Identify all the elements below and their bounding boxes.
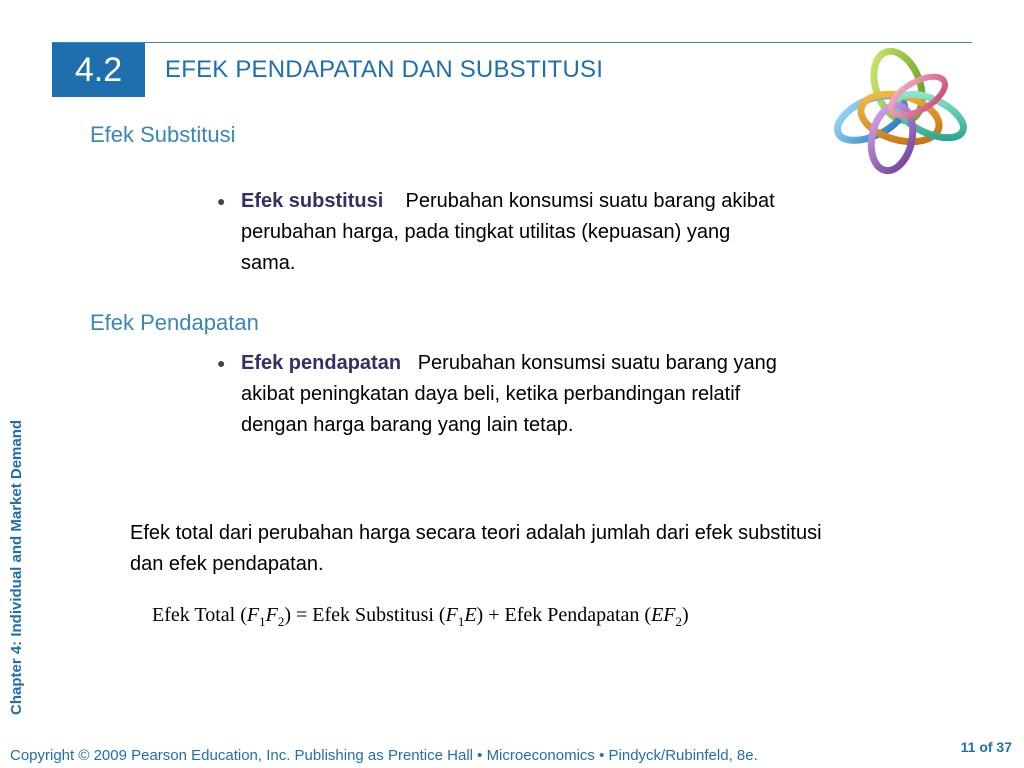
chapter-side-label: Chapter 4: Individual and Market Demand <box>8 419 25 715</box>
copyright-footer: Copyright © 2009 Pearson Education, Inc. Publishing as Prentice Hall • Microeconomics • Pindyck/Rubinfeld, 8e. <box>10 747 758 764</box>
definition-substitution-effect: Perubahan konsumsi suatu barang akibat perubahan harga, pada tingkat utilitas (kepuasan) yang sama. <box>241 190 775 274</box>
bullet-dot-icon: ● <box>217 355 226 371</box>
header-rule <box>52 42 972 43</box>
section-number: 4.2 <box>52 43 145 97</box>
heading-substitution-effect: Efek Substitusi <box>90 122 236 147</box>
term-income-effect: Efek pendapatan <box>241 352 402 374</box>
total-effect-formula: Efek Total $(F_1F_2)$ = Efek Substitusi $(F_1E)$ + Efek Pendapatan $(EF_2)$ <box>152 604 689 629</box>
total-effect-text: Efek total dari perubahan harga secara teori adalah jumlah dari efek substitusi dan efek pendapatan. <box>130 522 822 575</box>
bullet-dot-icon: ● <box>217 193 226 209</box>
term-substitution-effect: Efek substitusi <box>241 190 384 212</box>
bullet-income-effect <box>217 348 806 441</box>
definition-income-effect: Perubahan konsumsi suatu barang yang akibat peningkatan daya beli, ketika perbandingan relatif dengan harga barang yang lain tetap. <box>241 352 777 436</box>
interlocking-rings-logo <box>826 46 972 176</box>
slide-title: EFEK PENDAPATAN DAN SUBSTITUSI <box>165 56 604 83</box>
heading-income-effect: Efek Pendapatan <box>90 310 259 335</box>
page-number: 11 of 37 <box>960 739 1012 755</box>
bullet-substitution-effect <box>217 186 776 279</box>
